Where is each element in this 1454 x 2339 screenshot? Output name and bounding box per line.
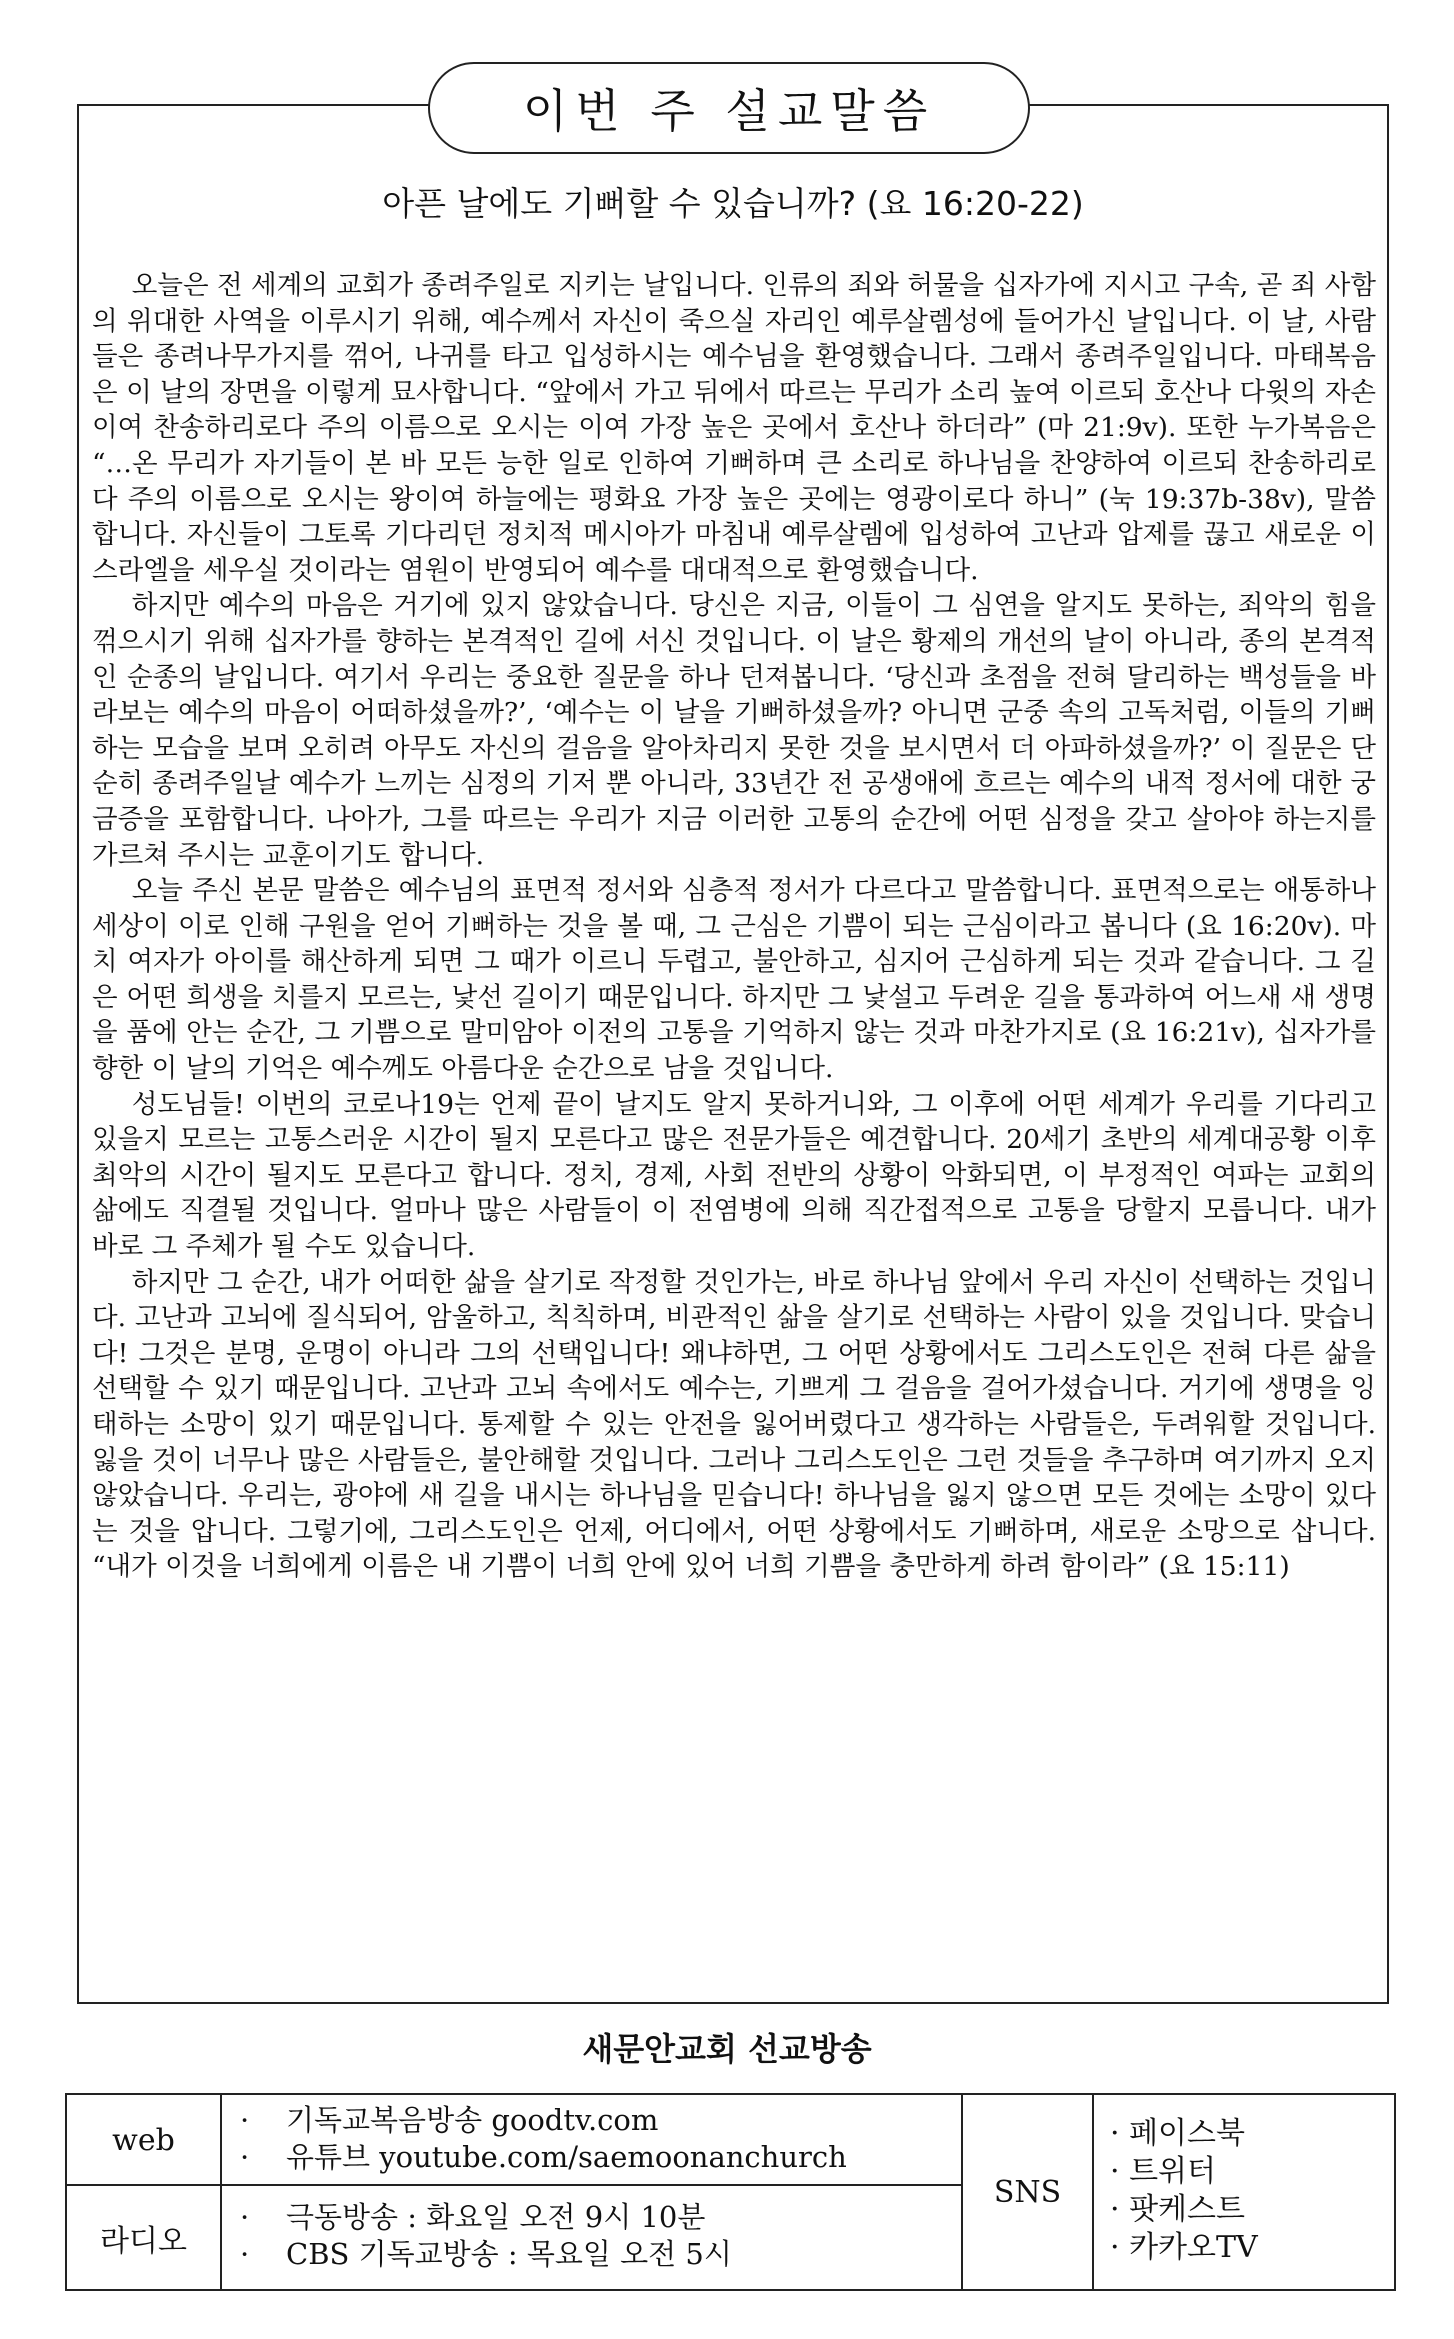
web-label xyxy=(67,2095,220,2185)
sns-item-kakaotv: · 카카오TV xyxy=(1110,2230,1258,2265)
radio-list xyxy=(222,2199,961,2289)
sns-item-twitter: · 트위터 xyxy=(1110,2154,1217,2189)
radio-item-febc: 극동방송 : 화요일 오전 9시 10분 xyxy=(286,2200,706,2234)
list-item xyxy=(240,2236,961,2273)
sns-item-facebook: · 페이스북 xyxy=(1110,2116,1245,2151)
sermon-paragraph: 오늘은 전 세계의 교회가 종려주일로 지키는 날입니다. 인류의 죄와 허물을 십자가에 지시고 구속, 곧 죄 사함의 위대한 사역을 이루시기 위해, 예수께서 자신이 죽으실 자리인 예루살렘성에 들어가신 날입니다. 이 날, 사람들은 종려나무가지를 꺾어, 나귀를 타고 입성하시는 예수님을 환영했습니다. 그래서 종려주일입니다. 마태복음은 이 날의 장면을 이렇게 묘사합니다. “앞에서 가고 뒤에서 따르는 무리가 소리 높여 이르되 호산나 다윗의 자손이여 찬송하리로다 주의 이름으로 오시는 이여 가장 높은 곳에서 호산나 하더라” (마 21:9v). 또한 누가복음은 “…온 무리가 자기들이 본 바 모든 능한 일로 인하여 기뻐하며 큰 소리로 하나님을 찬양하여 이르되 찬송하리로다 주의 이름으로 오시는 왕이여 하늘에는 평화요 가장 높은 곳에는 영광이로다 하니” (눅 19:37b-38v), 말씀합니다. 자신들이 그토록 기다리던 정치적 메시아가 마침내 예루살렘에 입성하여 고난과 압제를 끊고 새로운 이스라엘을 세우실 것이라는 염원이 반영되어 예수를 대대적으로 환영했습니다. xyxy=(92,270,1376,586)
sermon-paragraph: 성도님들! 이번의 코로나19는 언제 끝이 날지도 알지 못하거니와, 그 이후에 어떤 세계가 우리를 기다리고 있을지 모르는 고통스러운 시간이 될지 모른다고 많은 전문가들은 예견합니다. 20세기 초반의 세계대공황 이후 최악의 시간이 될지도 모른다고 합니다. 정치, 경제, 사회 전반의 상황이 악화되면, 이 부정적인 여파는 교회의 삶에도 직결될 것입니다. 얼마나 많은 사람들이 이 전염병에 의해 직간접적으로 고통을 당할지 모릅니다. 내가 바로 그 주체가 될 수도 있습니다. xyxy=(92,1088,1376,1263)
radio-label-text: 라디오 xyxy=(100,2223,187,2259)
web-list xyxy=(222,2102,961,2184)
bullet: · xyxy=(240,2103,250,2137)
web-label-text: web xyxy=(112,2122,175,2158)
list-item xyxy=(240,2102,961,2139)
list-item xyxy=(240,2139,961,2176)
broadcast-title: 새문안교회 선교방송 xyxy=(582,2030,872,2068)
radio-item-cbs: CBS 기독교방송 : 목요일 오전 5시 xyxy=(286,2237,732,2271)
radio-label xyxy=(67,2186,220,2289)
sermon-body xyxy=(92,268,1376,1585)
sns-list xyxy=(1094,2115,1394,2289)
sns-label-text: SNS xyxy=(993,2174,1062,2210)
broadcast-table xyxy=(65,2093,1396,2291)
sermon-title: 아픈 날에도 기뻐할 수 있습니까? (요 16:20-22) xyxy=(382,184,1084,223)
sns-label xyxy=(963,2095,1092,2289)
sns-item-podcast: · 팟케스트 xyxy=(1110,2192,1245,2227)
bullet: · xyxy=(240,2237,250,2271)
web-item-youtube: 유튜브 youtube.com/saemoonanchurch xyxy=(286,2140,847,2174)
web-item-goodtv: 기독교복음방송 goodtv.com xyxy=(286,2103,659,2137)
section-title-tab xyxy=(428,62,1030,154)
sermon-paragraph: 오늘 주신 본문 말씀은 예수님의 표면적 정서와 심층적 정서가 다르다고 말씀합니다. 표면적으로는 애통하나 세상이 이로 인해 구원을 얻어 기뻐하는 것을 볼 때, 그 근심은 기쁨이 되는 근심이라고 봅니다 (요 16:20v). 마치 여자가 아이를 해산하게 되면 그 때가 이르니 두렵고, 불안하고, 심지어 근심하게 되는 것과 같습니다. 그 길은 어떤 희생을 치를지 모르는, 낯선 길이기 때문입니다. 하지만 그 낯설고 두려운 길을 통과하여 어느새 새 생명을 품에 안는 순간, 그 기쁨으로 말미암아 이전의 고통을 기억하지 않는 것과 마찬가지로 (요 16:21v), 십자가를 향한 이 날의 기억은 예수께도 아름다운 순간으로 남을 것입니다. xyxy=(92,875,1376,1085)
list-item xyxy=(240,2199,961,2236)
bullet: · xyxy=(240,2140,250,2174)
sermon-paragraph: 하지만 예수의 마음은 거기에 있지 않았습니다. 당신은 지금, 이들이 그 심연을 알지도 못하는, 죄악의 힘을 꺾으시기 위해 십자가를 향하는 본격적인 길에 서신 것입니다. 이 날은 황제의 개선의 날이 아니라, 종의 본격적인 순종의 날입니다. 여기서 우리는 중요한 질문을 하나 던져봅니다. ‘당신과 초점을 전혀 달리하는 백성들을 바라보는 예수의 마음이 어떠하셨을까?’, ‘예수는 이 날을 기뻐하셨을까? 아니면 군중 속의 고독처럼, 이들의 기뻐하는 모습을 보며 오히려 아무도 자신의 걸음을 알아차리지 못한 것을 보시면서 더 아파하셨을까?’ 이 질문은 단순히 종려주일날 예수가 느끼는 심정의 기저 뿐 아니라, 33년간 전 공생애에 흐르는 예수의 내적 정서에 대한 궁금증을 포함합니다. 나아가, 그를 따르는 우리가 지금 이러한 고통의 순간에 어떤 심정을 갖고 살아야 하는지를 가르쳐 주시는 교훈이기도 합니다. xyxy=(92,590,1376,871)
section-title: 이번 주 설교말씀 xyxy=(522,84,936,138)
sermon-paragraph: 하지만 그 순간, 내가 어떠한 삶을 살기로 작정할 것인가는, 바로 하나님 앞에서 우리 자신이 선택하는 것입니다. 고난과 고뇌에 질식되어, 암울하고, 칙칙하며, 비관적인 삶을 살기로 선택하는 사람이 있을 것입니다. 맞습니다! 그것은 분명, 운명이 아니라 그의 선택입니다! 왜냐하면, 그 어떤 상황에서도 그리스도인은 전혀 다른 삶을 선택할 수 있기 때문입니다. 고난과 고뇌 속에서도 예수는, 기쁘게 그 걸음을 걸어가셨습니다. 거기에 생명을 잉태하는 소망이 있기 때문입니다. 통제할 수 있는 안전을 잃어버렸다고 생각하는 사람들은, 두려워할 것입니다. 잃을 것이 너무나 많은 사람들은, 불안해할 것입니다. 그러나 그리스도인은 그런 것들을 추구하며 여기까지 오지 않았습니다. 우리는, 광야에 새 길을 내시는 하나님을 믿습니다! 하나님을 잃지 않으면 모든 것에는 소망이 있다는 것을 압니다. 그렇기에, 그리스도인은 언제, 어디에서, 어떤 상황에서도 기뻐하며, 새로운 소망으로 삽니다. “내가 이것을 너희에게 이름은 내 기쁨이 너희 안에 있어 너희 기쁨을 충만하게 하려 함이라” (요 15:11) xyxy=(92,1266,1376,1583)
bullet: · xyxy=(240,2200,250,2234)
